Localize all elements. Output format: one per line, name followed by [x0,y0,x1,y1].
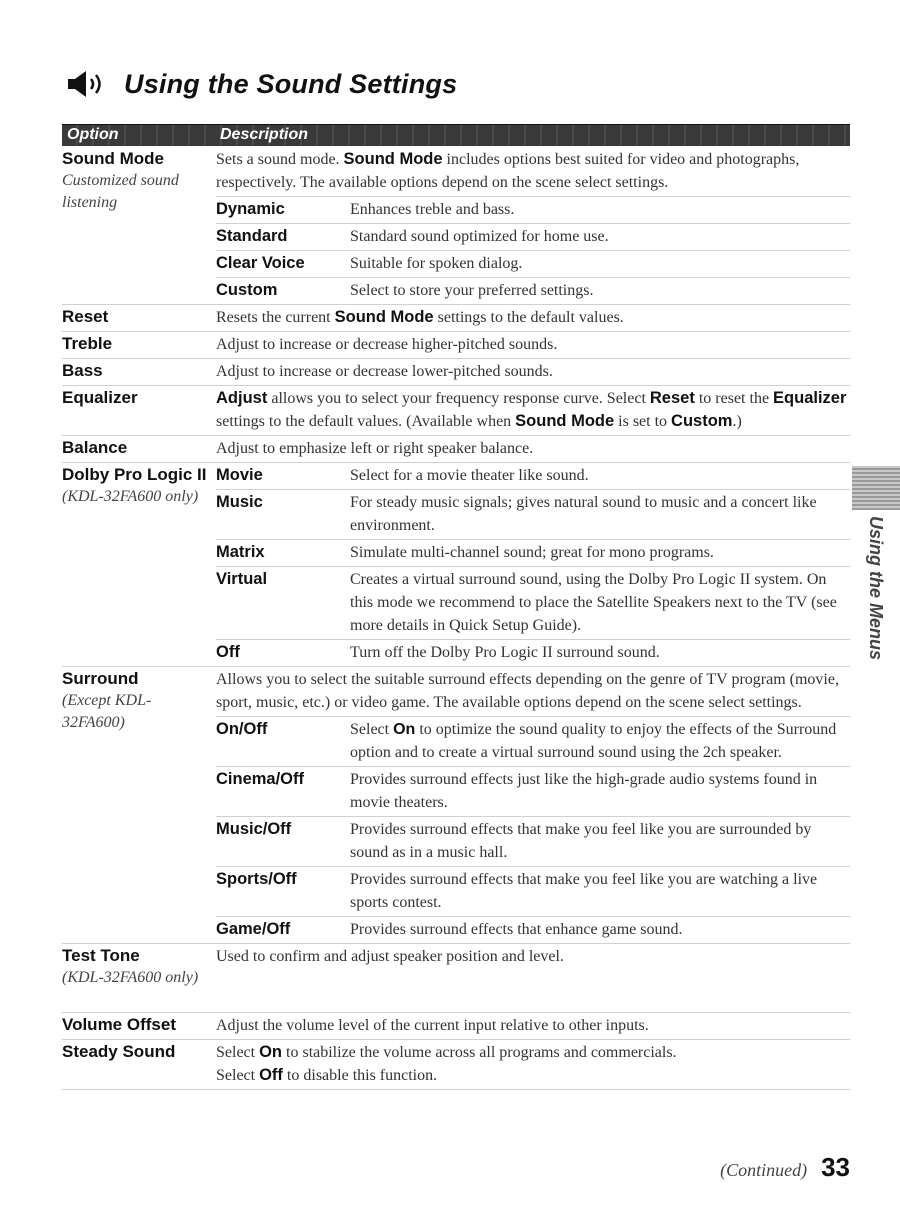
option-description: Adjust the volume level of the current input relative to other inputs. [216,1017,649,1034]
table-row [62,147,850,305]
table-row [62,332,850,359]
desc-text: includes options best suited for video and photographs, respectively. The available options depend on the scene select settings. [216,151,800,191]
table-row [62,305,850,332]
sub-key: Movie [216,466,263,484]
sub-key: Game/Off [216,920,291,938]
option-name: Steady Sound [62,1042,176,1061]
option-name: Bass [62,361,103,380]
sub-key: Cinema/Off [216,770,305,788]
option-description [216,386,850,435]
sub-key: Music [216,493,263,511]
option-name: Equalizer [62,388,138,407]
option-note: Customized sound listening [62,172,179,211]
desc-bold: Sound Mode [334,308,434,326]
desc-text: settings to the default values. [433,309,624,326]
page-title: Using the Sound Settings [124,68,458,99]
side-tab-shade [852,466,900,510]
desc-bold: Custom [671,412,733,430]
sub-value: Select for a movie theater like sound. [350,467,589,484]
sub-value: Provides surround effects that make you feel like you are watching a live sports contest. [350,871,818,911]
table-row [62,359,850,386]
sub-value: Turn off the Dolby Pro Logic II surround sound. [350,644,660,661]
settings-table [62,147,850,1090]
table-row [62,667,850,944]
desc-text: Sets a sound mode. [216,151,344,168]
sub-option [216,716,850,766]
continued-label: (Continued) [720,1160,808,1180]
option-description: Used to confirm and adjust speaker position and level. [216,948,564,965]
desc-text: allows you to select your frequency response curve. Select [267,390,650,407]
header-option: Option [67,126,119,143]
sub-option [216,250,850,277]
sub-option [216,566,850,639]
desc-bold: Sound Mode [343,150,443,168]
footer [720,1152,850,1183]
option-name: Sound Mode [62,149,164,168]
option-description: Allows you to select the suitable surround effects depending on the genre of TV program (movie, sport, music, etc.) or video game. The available options depend on the scene select settings. [216,671,839,711]
option-description: Adjust to emphasize left or right speaker balance. [216,440,534,457]
desc-text: .) [732,413,742,430]
sub-option [216,463,850,489]
header-description: Description [220,126,309,143]
table-row [62,463,850,667]
desc-bold: Equalizer [773,389,847,407]
desc-text: is set to [614,413,672,430]
option-name: Surround [62,669,139,688]
sub-option [216,539,850,566]
sub-key: Off [216,643,240,661]
option-note: (KDL-32FA600 only) [62,969,199,986]
sub-value: Provides surround effects just like the high-grade audio systems found in movie theaters. [350,771,818,811]
option-description [216,147,850,196]
desc-text: to stabilize the volume across all programs and commercials. [282,1044,677,1061]
sub-key: Virtual [216,570,268,588]
title-row [62,66,457,102]
option-name: Balance [62,438,128,457]
table-row [62,386,850,436]
sub-key: Clear Voice [216,254,305,272]
sub-option [216,916,850,943]
sub-value: Provides surround effects that enhance game sound. [350,921,683,938]
desc-text: Select [216,1044,260,1061]
side-tab [852,466,900,661]
option-name: Reset [62,307,109,326]
desc-text: to disable this function. [282,1067,438,1084]
sub-option [216,196,850,223]
table-row [62,436,850,463]
option-description [216,1040,850,1089]
speaker-icon [62,68,120,100]
sub-option [216,489,850,539]
desc-text: Select [350,721,394,738]
desc-text: Resets the current [216,309,335,326]
sub-option [216,866,850,916]
sub-option [216,816,850,866]
option-name: Test Tone [62,946,140,965]
option-description [216,305,850,331]
desc-bold: On [393,721,416,738]
option-description: Adjust to increase or decrease lower-pitched sounds. [216,363,553,380]
option-name: Volume Offset [62,1015,176,1034]
desc-bold: Off [259,1066,283,1084]
option-name: Dolby Pro Logic II [62,465,207,484]
sub-value: For steady music signals; gives natural sound to music and a concert like environment. [350,494,817,534]
option-description: Adjust to increase or decrease higher-pitched sounds. [216,336,558,353]
sub-value: Select to store your preferred settings. [350,282,594,299]
sub-key: Dynamic [216,200,285,218]
desc-text: to reset the [694,390,774,407]
sub-value [350,717,850,766]
sub-value: Provides surround effects that make you feel like you are surrounded by sound as in a music hall. [350,821,812,861]
table-row [62,944,850,1013]
desc-bold: Adjust [216,389,268,407]
table-row [62,1013,850,1040]
sub-option [216,277,850,304]
sub-key: Custom [216,281,278,299]
desc-bold: On [259,1043,283,1061]
sub-key: Music/Off [216,820,292,838]
sub-value: Standard sound optimized for home use. [350,228,609,245]
sub-option [216,223,850,250]
side-tab-label: Using the Menus [866,516,886,661]
desc-text: settings to the default values. (Available when [216,413,516,430]
desc-text: Select [216,1067,260,1084]
sub-value: Simulate multi-channel sound; great for mono programs. [350,544,714,561]
table-header [62,124,850,146]
sub-key: Matrix [216,543,265,561]
option-note: (Except KDL-32FA600) [62,692,152,731]
sub-value: Suitable for spoken dialog. [350,255,523,272]
sub-value: Creates a virtual surround sound, using the Dolby Pro Logic II system. On this mode we recommend to place the Satellite Speakers next to the TV (see more details in Quick Setup Guide). [350,571,837,634]
sub-key: Standard [216,227,288,245]
option-note: (KDL-32FA600 only) [62,488,199,505]
desc-text: to optimize the sound quality to enjoy the effects of the Surround option and to create a virtual surround sound using the 2ch speaker. [350,721,837,761]
sub-value: Enhances treble and bass. [350,201,515,218]
page-number: 33 [821,1152,850,1182]
desc-bold: Reset [649,389,695,407]
table-row [62,1040,850,1090]
sub-option [216,639,850,666]
sub-key: Sports/Off [216,870,297,888]
desc-bold: Sound Mode [515,412,615,430]
sub-option [216,766,850,816]
option-name: Treble [62,334,113,353]
sub-key: On/Off [216,720,268,738]
